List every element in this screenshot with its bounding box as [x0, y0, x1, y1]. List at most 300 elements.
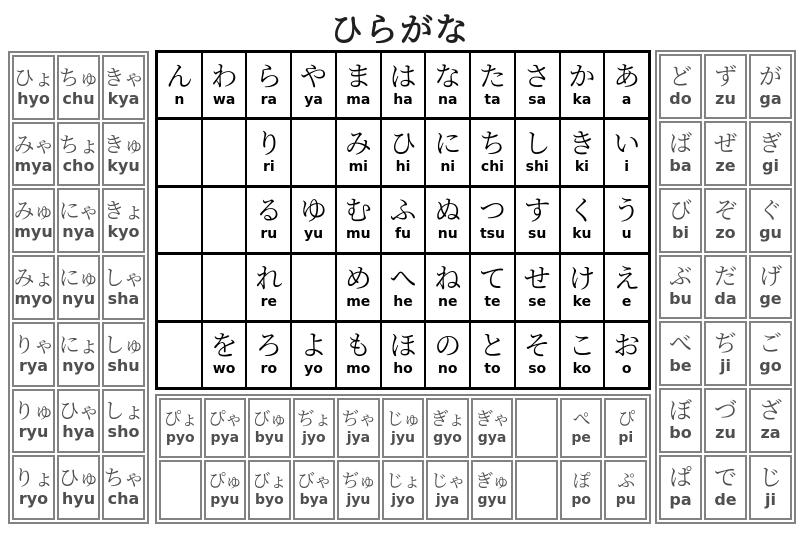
- kana-cell: [516, 188, 559, 252]
- kana-glyph: ぎ: [759, 130, 782, 157]
- empty-cell: [203, 255, 246, 319]
- romaji-label: rya: [18, 355, 49, 375]
- kana-glyph: ゆ: [300, 196, 328, 228]
- kana-cell: [102, 55, 145, 120]
- kana-glyph: で: [714, 465, 737, 492]
- kana-cell: [337, 323, 380, 387]
- romaji-label: do: [669, 88, 692, 108]
- kana-glyph: ぴょ: [163, 409, 198, 430]
- kana-glyph: ち: [478, 129, 506, 161]
- kana-glyph: け: [568, 263, 596, 295]
- kana-cell: [159, 398, 202, 458]
- kana-glyph: ぷ: [617, 471, 635, 492]
- empty-cell: [292, 255, 335, 319]
- kana-glyph: く: [568, 196, 596, 228]
- empty-cell: [515, 460, 558, 520]
- kana-glyph: ぴゅ: [207, 471, 242, 492]
- empty-cell: [203, 120, 246, 184]
- kana-glyph: は: [389, 61, 417, 93]
- kana-glyph: にゃ: [58, 199, 99, 224]
- romaji-label: sho: [107, 422, 140, 442]
- kana-glyph: へ: [389, 263, 417, 295]
- kana-cell: [561, 53, 604, 117]
- kana-cell: [471, 120, 514, 184]
- romaji-label: ri: [262, 159, 275, 176]
- romaji-label: sa: [528, 91, 547, 108]
- romaji-label: gu: [759, 222, 782, 242]
- empty-cell: [203, 188, 246, 252]
- kana-glyph: びょ: [252, 471, 287, 492]
- kana-cell: [605, 323, 648, 387]
- romaji-label: zu: [715, 423, 736, 443]
- romaji-label: pa: [669, 490, 692, 510]
- romaji-label: be: [669, 356, 692, 376]
- kana-cell: [605, 255, 648, 319]
- kana-cell: [247, 188, 290, 252]
- romaji-label: u: [621, 226, 632, 243]
- kana-glyph: ひ: [389, 129, 417, 161]
- kana-glyph: さ: [523, 61, 551, 93]
- romaji-label: kyu: [107, 155, 140, 175]
- kana-cell: [426, 53, 469, 117]
- kana-cell: [382, 120, 425, 184]
- kana-cell: [57, 255, 100, 320]
- kana-glyph: わ: [210, 61, 238, 93]
- kana-cell: [749, 388, 792, 453]
- kana-glyph: りゅ: [13, 399, 54, 424]
- kana-glyph: じゃ: [430, 471, 465, 492]
- kana-glyph: な: [434, 61, 462, 93]
- romaji-label: hyu: [61, 489, 96, 509]
- kana-glyph: ら: [255, 61, 283, 93]
- kana-cell: [337, 460, 380, 520]
- romaji-label: mo: [346, 361, 371, 378]
- kana-glyph: ぢ: [714, 331, 737, 358]
- kana-glyph: ね: [434, 263, 462, 295]
- romaji-label: jyu: [346, 492, 371, 508]
- kana-cell: [704, 121, 747, 186]
- kana-cell: [426, 120, 469, 184]
- romaji-label: da: [714, 289, 737, 309]
- kana-glyph: し: [523, 129, 551, 161]
- kana-glyph: ぎゃ: [475, 409, 510, 430]
- romaji-label: jyu: [391, 430, 415, 446]
- kana-glyph: り: [255, 129, 283, 161]
- romaji-label: po: [571, 492, 591, 508]
- romaji-label: n: [174, 91, 185, 108]
- kana-glyph: す: [523, 196, 551, 228]
- kana-glyph: にゅ: [58, 265, 99, 290]
- kana-glyph: ひょ: [13, 65, 54, 90]
- kana-glyph: え: [613, 263, 641, 295]
- kana-cell: [247, 323, 290, 387]
- kana-glyph: や: [300, 61, 328, 93]
- dakuten-panel-right: [655, 50, 796, 524]
- kana-cell: [102, 255, 145, 320]
- kana-cell: [203, 323, 246, 387]
- kana-glyph: ちょ: [58, 132, 99, 157]
- kana-glyph: あ: [613, 61, 641, 93]
- kana-glyph: も: [344, 331, 372, 363]
- romaji-label: yo: [304, 361, 323, 378]
- romaji-label: de: [714, 490, 737, 510]
- romaji-label: jya: [435, 492, 460, 508]
- gojuon-main-grid: [155, 50, 651, 390]
- romaji-label: ka: [572, 91, 592, 108]
- kana-cell: [561, 255, 604, 319]
- kana-glyph: ぎょ: [430, 409, 465, 430]
- kana-glyph: べ: [669, 331, 692, 358]
- kana-cell: [292, 188, 335, 252]
- kana-cell: [247, 120, 290, 184]
- kana-cell: [57, 55, 100, 120]
- romaji-label: ba: [669, 155, 692, 175]
- romaji-label: pya: [210, 430, 240, 446]
- romaji-label: cho: [62, 155, 95, 175]
- kana-glyph: ぎゅ: [475, 471, 510, 492]
- romaji-label: gyo: [433, 430, 462, 446]
- romaji-label: ra: [260, 91, 277, 108]
- kana-glyph: りゃ: [13, 332, 54, 357]
- romaji-label: bu: [669, 289, 692, 309]
- romaji-label: jyo: [391, 492, 415, 508]
- kana-cell: [659, 188, 702, 253]
- kana-glyph: ま: [344, 61, 372, 93]
- kana-glyph: ろ: [255, 331, 283, 363]
- romaji-label: a: [621, 91, 632, 108]
- romaji-label: re: [260, 293, 278, 310]
- kana-glyph: みゃ: [13, 132, 54, 157]
- kana-cell: [659, 455, 702, 520]
- kana-cell: [382, 460, 425, 520]
- kana-glyph: む: [344, 196, 372, 228]
- kana-cell: [337, 398, 380, 458]
- kana-glyph: き: [568, 129, 596, 161]
- romaji-label: o: [621, 361, 632, 378]
- kana-cell: [57, 455, 100, 520]
- romaji-label: byu: [254, 430, 284, 446]
- page-title: ひらがな: [330, 10, 470, 49]
- romaji-label: ze: [715, 155, 736, 175]
- kana-glyph: じ: [759, 465, 782, 492]
- romaji-label: no: [437, 361, 458, 378]
- kana-glyph: れ: [255, 263, 283, 295]
- romaji-label: ga: [759, 88, 782, 108]
- kana-glyph: か: [568, 61, 596, 93]
- kana-glyph: ぞ: [714, 197, 737, 224]
- romaji-label: nyo: [62, 355, 95, 375]
- romaji-label: so: [528, 361, 547, 378]
- romaji-label: nu: [437, 226, 458, 243]
- kana-cell: [604, 398, 647, 458]
- romaji-label: tsu: [479, 226, 505, 243]
- romaji-label: hya: [62, 422, 95, 442]
- kana-glyph: ず: [714, 63, 737, 90]
- kana-glyph: ちゅ: [58, 65, 99, 90]
- romaji-label: shu: [107, 355, 140, 375]
- kana-glyph: せ: [523, 263, 551, 295]
- empty-cell: [158, 255, 201, 319]
- romaji-label: to: [484, 361, 501, 378]
- kana-cell: [12, 389, 55, 454]
- romaji-label: he: [393, 293, 413, 310]
- kana-glyph: い: [613, 129, 641, 161]
- kana-cell: [292, 323, 335, 387]
- kana-glyph: きゃ: [103, 65, 144, 90]
- kana-glyph: が: [759, 63, 782, 90]
- kana-cell: [561, 323, 604, 387]
- romaji-label: nya: [62, 222, 95, 242]
- kana-glyph: ぢょ: [296, 409, 331, 430]
- romaji-label: ya: [304, 91, 323, 108]
- empty-cell: [159, 460, 202, 520]
- romaji-label: mya: [14, 155, 53, 175]
- romaji-label: zu: [715, 88, 736, 108]
- kana-glyph: る: [255, 196, 283, 228]
- empty-cell: [158, 323, 201, 387]
- romaji-label: pi: [618, 430, 634, 446]
- romaji-label: ge: [759, 289, 782, 309]
- romaji-label: yu: [303, 226, 324, 243]
- kana-glyph: ぐ: [759, 197, 782, 224]
- kana-glyph: を: [210, 331, 238, 363]
- kana-glyph: ぢゃ: [341, 409, 376, 430]
- kana-cell: [749, 54, 792, 119]
- romaji-label: nyu: [61, 288, 96, 308]
- kana-cell: [248, 398, 291, 458]
- kana-cell: [426, 323, 469, 387]
- kana-cell: [659, 54, 702, 119]
- kana-glyph: りょ: [13, 466, 54, 491]
- kana-cell: [516, 255, 559, 319]
- kana-glyph: ぱ: [669, 465, 692, 492]
- empty-cell: [292, 120, 335, 184]
- kana-glyph: きゅ: [103, 132, 144, 157]
- kana-cell: [749, 188, 792, 253]
- kana-cell: [337, 188, 380, 252]
- romaji-label: mu: [345, 226, 371, 243]
- kana-glyph: じょ: [385, 471, 420, 492]
- romaji-label: bya: [299, 492, 329, 508]
- romaji-label: myo: [14, 288, 53, 308]
- kana-glyph: み: [344, 129, 372, 161]
- kana-cell: [12, 188, 55, 253]
- kana-cell: [561, 120, 604, 184]
- romaji-label: ryo: [18, 489, 49, 509]
- kana-cell: [659, 255, 702, 320]
- romaji-label: ru: [260, 226, 278, 243]
- kana-cell: [605, 53, 648, 117]
- kana-cell: [337, 255, 380, 319]
- romaji-label: i: [624, 159, 630, 176]
- kana-glyph: よ: [300, 331, 328, 363]
- kana-cell: [203, 53, 246, 117]
- kana-cell: [57, 122, 100, 187]
- romaji-label: ke: [572, 293, 592, 310]
- romaji-label: bo: [669, 423, 692, 443]
- kana-cell: [102, 455, 145, 520]
- kana-glyph: ぽ: [572, 471, 590, 492]
- kana-glyph: みょ: [13, 265, 54, 290]
- kana-cell: [57, 188, 100, 253]
- kana-cell: [471, 460, 514, 520]
- romaji-label: hi: [395, 159, 411, 176]
- romaji-label: pu: [615, 492, 636, 508]
- romaji-label: kyo: [107, 222, 140, 242]
- kana-glyph: ぜ: [714, 130, 737, 157]
- romaji-label: ku: [572, 226, 592, 243]
- romaji-label: gyu: [477, 492, 507, 508]
- kana-cell: [57, 389, 100, 454]
- kana-cell: [471, 255, 514, 319]
- kana-cell: [293, 398, 336, 458]
- kana-cell: [704, 321, 747, 386]
- kana-cell: [57, 322, 100, 387]
- kana-cell: [516, 323, 559, 387]
- romaji-label: jya: [346, 430, 371, 446]
- romaji-label: su: [528, 226, 547, 243]
- kana-glyph: た: [478, 61, 506, 93]
- kana-cell: [204, 398, 247, 458]
- romaji-label: myu: [14, 222, 53, 242]
- kana-glyph: ぢゅ: [341, 471, 376, 492]
- kana-glyph: ぺ: [572, 409, 590, 430]
- kana-glyph: げ: [759, 264, 782, 291]
- kana-glyph: そ: [523, 331, 551, 363]
- kana-glyph: ひゃ: [58, 399, 99, 424]
- kana-glyph: ぴ: [617, 409, 635, 430]
- kana-glyph: ほ: [389, 331, 417, 363]
- kana-glyph: ぬ: [434, 196, 462, 228]
- romaji-label: hyo: [17, 88, 50, 108]
- kana-glyph: びゃ: [296, 471, 331, 492]
- kana-glyph: び: [669, 197, 692, 224]
- kana-cell: [605, 120, 648, 184]
- kana-cell: [471, 53, 514, 117]
- kana-cell: [659, 388, 702, 453]
- kana-cell: [12, 55, 55, 120]
- romaji-label: ki: [574, 159, 589, 176]
- kana-cell: [604, 460, 647, 520]
- romaji-label: na: [438, 91, 458, 108]
- kana-cell: [247, 53, 290, 117]
- kana-cell: [102, 322, 145, 387]
- kana-cell: [704, 188, 747, 253]
- kana-glyph: て: [478, 263, 506, 295]
- kana-glyph: じゅ: [385, 409, 420, 430]
- kana-glyph: だ: [714, 264, 737, 291]
- kana-glyph: に: [434, 129, 462, 161]
- kana-cell: [704, 255, 747, 320]
- kana-cell: [471, 323, 514, 387]
- kana-glyph: ぼ: [669, 398, 692, 425]
- yoon-combination-panel-left: [8, 51, 149, 524]
- kana-cell: [426, 398, 469, 458]
- kana-cell: [382, 255, 425, 319]
- romaji-label: ne: [437, 293, 458, 310]
- kana-glyph: ば: [669, 130, 692, 157]
- kana-glyph: ぶ: [669, 264, 692, 291]
- kana-cell: [560, 460, 603, 520]
- kana-glyph: にょ: [58, 332, 99, 357]
- kana-cell: [293, 460, 336, 520]
- voiced-combination-grid-bottom: [155, 394, 651, 524]
- romaji-label: chi: [480, 159, 504, 176]
- kana-cell: [102, 188, 145, 253]
- kana-cell: [659, 321, 702, 386]
- kana-cell: [382, 53, 425, 117]
- kana-cell: [560, 398, 603, 458]
- kana-cell: [102, 122, 145, 187]
- empty-cell: [158, 120, 201, 184]
- kana-glyph: みゅ: [13, 199, 54, 224]
- empty-cell: [158, 188, 201, 252]
- romaji-label: e: [621, 293, 632, 310]
- romaji-label: ji: [765, 490, 776, 510]
- kana-cell: [704, 388, 747, 453]
- kana-cell: [337, 53, 380, 117]
- romaji-label: ma: [346, 91, 371, 108]
- kana-glyph: しょ: [103, 399, 144, 424]
- kana-cell: [659, 121, 702, 186]
- kana-cell: [471, 188, 514, 252]
- romaji-label: ta: [484, 91, 501, 108]
- kana-cell: [382, 188, 425, 252]
- romaji-label: zo: [715, 222, 736, 242]
- kana-cell: [561, 188, 604, 252]
- kana-cell: [704, 455, 747, 520]
- kana-cell: [12, 455, 55, 520]
- romaji-label: pyu: [210, 492, 240, 508]
- kana-cell: [749, 455, 792, 520]
- kana-cell: [605, 188, 648, 252]
- romaji-label: ko: [572, 361, 592, 378]
- kana-glyph: ど: [669, 63, 692, 90]
- kana-cell: [158, 53, 201, 117]
- romaji-label: wo: [212, 361, 236, 378]
- kana-cell: [749, 321, 792, 386]
- romaji-label: ji: [720, 356, 731, 376]
- kana-cell: [247, 255, 290, 319]
- kana-cell: [204, 460, 247, 520]
- kana-cell: [516, 53, 559, 117]
- kana-glyph: ひゅ: [58, 466, 99, 491]
- romaji-label: se: [528, 293, 547, 310]
- kana-glyph: ふ: [389, 196, 417, 228]
- kana-glyph: しゅ: [103, 332, 144, 357]
- kana-glyph: お: [613, 331, 641, 363]
- romaji-label: sha: [107, 288, 140, 308]
- romaji-label: mi: [348, 159, 368, 176]
- romaji-label: gi: [762, 155, 779, 175]
- kana-glyph: ん: [165, 61, 193, 93]
- romaji-label: jyo: [302, 430, 326, 446]
- kana-glyph: ご: [759, 331, 782, 358]
- romaji-label: za: [760, 423, 781, 443]
- kana-cell: [704, 54, 747, 119]
- romaji-label: shi: [525, 159, 549, 176]
- romaji-label: kya: [107, 88, 140, 108]
- kana-cell: [102, 389, 145, 454]
- romaji-label: pe: [571, 430, 591, 446]
- kana-cell: [516, 120, 559, 184]
- kana-cell: [749, 255, 792, 320]
- kana-glyph: め: [344, 263, 372, 295]
- kana-cell: [426, 255, 469, 319]
- romaji-label: gya: [477, 430, 507, 446]
- romaji-label: te: [484, 293, 501, 310]
- kana-cell: [12, 122, 55, 187]
